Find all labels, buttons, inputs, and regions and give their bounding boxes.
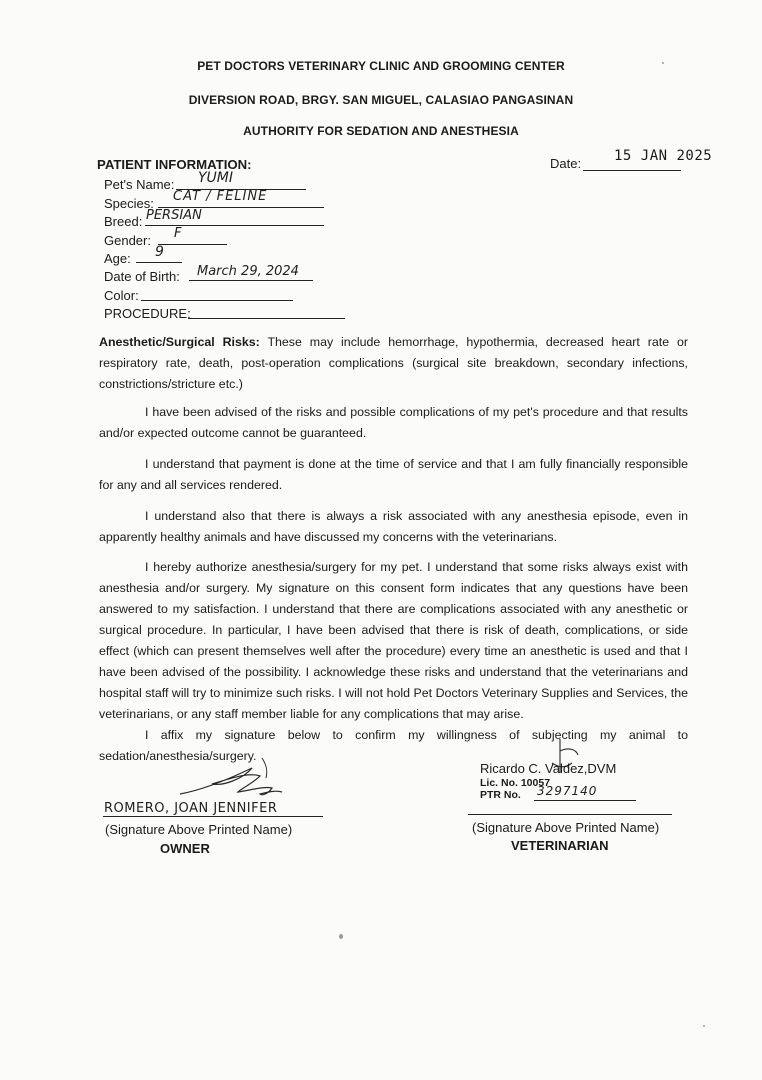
owner-signature-caption: (Signature Above Printed Name): [105, 822, 293, 837]
form-title: AUTHORITY FOR SEDATION AND ANESTHESIA: [243, 124, 519, 138]
pet-name-label: Pet's Name:: [104, 177, 175, 192]
species-label: Species:: [104, 196, 154, 211]
owner-printed-name: ROMERO, JOAN JENNIFER: [104, 801, 278, 816]
dob-value: March 29, 2024: [197, 264, 299, 279]
vet-ptr-label: PTR No.: [480, 789, 521, 801]
paragraph-risk-anesthesia: I understand also that there is always a risk associated with any anesthesia episode, even in apparently healthy animals and have discussed my concerns with the veterinarians.: [99, 509, 688, 544]
pet-name-value: YUMI: [198, 170, 234, 186]
gender-label: Gender:: [104, 233, 151, 248]
age-value: 9: [155, 244, 164, 260]
paragraph-payment: I understand that payment is done at the time of service and that I am fully financially responsible for any and all services rendered.: [99, 457, 688, 492]
scan-speck: [703, 1025, 705, 1027]
breed-value: PERSIAN: [146, 208, 202, 223]
dob-label: Date of Birth:: [104, 269, 180, 284]
date-label: Date:: [550, 156, 582, 171]
risks-text: These may include hemorrhage, hypothermia, decreased heart rate or respiratory rate, death, post-operation complications (surgical site breakdown, secondary infections, constrictions/stricture etc.): [99, 335, 689, 391]
owner-role: OWNER: [160, 841, 210, 856]
paragraph-affix-signature: I affix my signature below to confirm my willingness of subjecting my animal to sedation/anesthesia/surgery.: [99, 728, 688, 763]
clinic-name: PET DOCTORS VETERINARY CLINIC AND GROOMING CENTER: [197, 59, 565, 73]
color-label: Color:: [104, 288, 139, 303]
vet-signature-caption: (Signature Above Printed Name): [472, 820, 660, 835]
scan-speck: [662, 62, 664, 64]
vet-ptr-value: 3297140: [537, 784, 598, 798]
breed-label: Breed:: [104, 214, 143, 229]
clinic-address: DIVERSION ROAD, BRGY. SAN MIGUEL, CALASIAO PANGASINAN: [188, 93, 574, 107]
paragraph-authorization: I hereby authorize anesthesia/surgery for my pet. I understand that some risks always exist with anesthesia and/or surgery. My signature on this consent form indicates that any questions have been answered to my satisfaction. I understand that there are complications associated with any anesthetic or surgical procedure. In particular, I have been advised that there is risk of death, complications, or side effect (which can present themselves well after the procedure) every time an anesthetic is used and that I have been advised of the possibility. I acknowledge these risks and understand that the veterinarians and hospital staff will try to minimize such risks. I will not hold Pet Doctors Veterinary Supplies and Services, the veterinarians, or any staff member liable for any complications that may arise.: [99, 560, 688, 721]
gender-value: F: [174, 226, 182, 241]
owner-signature: [172, 750, 302, 808]
procedure-label: PROCEDURE:: [104, 306, 191, 321]
paragraph-advised: I have been advised of the risks and possible complications of my pet's procedure and that results and/or expected outcome cannot be guaranteed.: [99, 405, 688, 440]
vet-role: VETERINARIAN: [511, 838, 609, 853]
risks-heading: Anesthetic/Surgical Risks:: [99, 335, 260, 349]
scan-speck: [339, 934, 343, 939]
vet-name-stamp: Ricardo C. Valdez,DVM: [480, 761, 617, 776]
species-value: CAT / FELINE: [173, 189, 268, 204]
age-label: Age:: [104, 251, 131, 266]
patient-info-heading: PATIENT INFORMATION:: [97, 157, 252, 172]
vet-license: Lic. No. 10057: [480, 777, 551, 789]
risks-paragraph: [99, 332, 688, 395]
date-stamp: 15 JAN 2025: [614, 148, 713, 164]
